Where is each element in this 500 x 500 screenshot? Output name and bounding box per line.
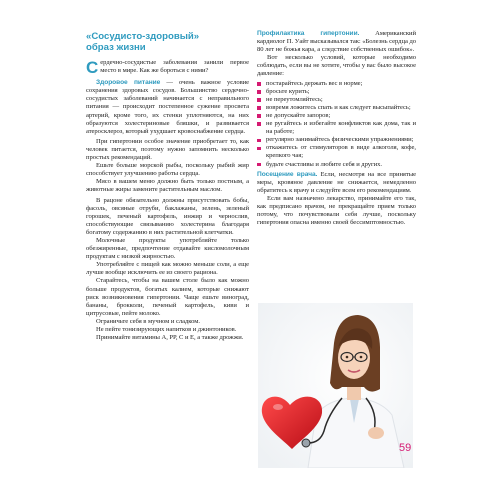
intro-paragraph: ердечно-сосудистые заболевания занили первое место в мире. Как же бороться с ними? xyxy=(100,59,249,75)
doctor-visit-paragraph-2: Если вам назначено лекарство, принимайте его так, как предписано врачом, не прекращайте прием только потому, что почувствовали себя лучше, поскольку гипертония опасна именно своей бессимптомностью. xyxy=(257,194,416,227)
bullet-icon xyxy=(257,139,261,143)
list-item: вовремя ложитесь спать и как следует высыпайтесь; xyxy=(257,104,416,112)
prevention-paragraph-2: Вот несколько условий, которые необходимо соблюдать, если вы не хотите, чтобы у вас было высокое давление: xyxy=(257,54,416,78)
left-paragraph: При гипертонии особое значение приобретает то, как человек питается, поэтому нужно запомнить несколько простых рекомендаций. xyxy=(86,137,249,162)
left-paragraph: Не пейте тонизирующих напитков и джинтоников. xyxy=(96,326,237,333)
list-item: не допускайте запоров; xyxy=(257,112,416,120)
healthy-eating-text: — очень важное условие сохранения здоровых сосудов. Большинство сердечно-сосудистых заболеваний начинается с неправильного питания — происходит постепенное сужение просвета артерий, кроме того, их стенки уплотняются, на них образуются холестериновые бляшки, и развивается атеросклероз, который ухудшает кровоснабжение сердца. xyxy=(86,79,249,135)
list-item: будьте счастливы и любите себя и других. xyxy=(257,161,416,169)
left-paragraph: Молочные продукты употребляйте только обезжиренные, предпочтение отдавайте кисломолочным продуктам с низкой жирностью. xyxy=(86,236,249,261)
doctor-with-heart-image xyxy=(258,303,413,468)
page-number: 59 xyxy=(399,442,412,454)
left-paragraph: Принимайте витамины А, РР, С и Е, а также дрожжи. xyxy=(96,334,244,342)
bullet-icon xyxy=(257,147,261,151)
bullet-icon xyxy=(257,122,261,126)
list-item: не переутомляйтесь; xyxy=(257,96,416,104)
prevention-text: Американский кардиолог П. Уайт высказывался так: «Болезнь сердца до 80 лет не божья кара, а следствие собственных ошибок». xyxy=(257,30,417,54)
prevention-paragraph xyxy=(257,30,416,54)
prevention-heading: Профилактика гипертонии. xyxy=(257,30,360,37)
intro-block xyxy=(86,59,249,75)
title-line-1: «Сосудисто-здоровый» xyxy=(86,31,200,42)
page-title xyxy=(86,31,249,53)
right-column xyxy=(257,30,416,227)
list-item: откажитесь от стимуляторов в виде алкоголя, кофе, крепкого чая; xyxy=(257,144,416,160)
doctor-visit-text: Если, несмотря на все принятые меры, кровяное давление не снижается, немедленно обратитесь к врачу и следуйте всем его рекомендациям. xyxy=(257,170,416,194)
drop-cap: С xyxy=(86,58,99,77)
recommendation-list xyxy=(257,80,416,169)
healthy-eating-paragraph xyxy=(86,79,249,136)
list-item: бросьте курить; xyxy=(257,88,416,96)
list-item: не ругайтесь и избегайте конфликтов как дома, так и на работе; xyxy=(257,120,416,136)
left-column xyxy=(86,30,249,342)
bullet-icon xyxy=(257,82,261,86)
doctor-visit-heading: Посещение врача. xyxy=(257,170,318,178)
title-line-2: образ жизни xyxy=(86,42,146,53)
healthy-eating-heading: Здоровое питание xyxy=(96,79,161,87)
doctor-illustration xyxy=(258,303,413,468)
left-paragraph: Употребляйте с пищей как можно меньше соли, а еще лучше вообще исключить ее из своего рациона. xyxy=(86,261,249,277)
bullet-icon xyxy=(257,98,261,102)
bullet-icon xyxy=(257,106,261,110)
left-paragraph: В рацоне обязательно должны присутствовать бобы, фасоль, овсяные отруби, баклажаны, зелень, зеленый горошек, печеный картофель, инжир и чернослив, способствующие связыванию холестерина благодаря богатому содержанию в них растительной клетчатки. xyxy=(86,196,249,236)
left-paragraph: Мясо в вашем меню должно быть только постным, а животные жиры замените растительным маслом. xyxy=(86,178,249,194)
bullet-icon xyxy=(257,114,261,118)
bullet-icon xyxy=(257,163,261,167)
doctor-visit-paragraph xyxy=(257,171,416,195)
list-item: регулярно занимайтесь физическими упражнениями; xyxy=(257,136,416,144)
list-item: постарайтесь держать вес в норме; xyxy=(257,80,416,88)
left-paragraph: Старайтесь, чтобы на вашем столе было как можно больше продуктов, богатых калием, которые снижают риск возникновения гипертонии. Чаще ешьте виноград, бананы, брокколи, печеный картофель, киви и цитрусовые, пейте молоко. xyxy=(86,277,249,317)
left-paragraph: Ешьте больше морской рыбы, поскольку рыбий жир способствует улучшению работы сердца. xyxy=(86,162,249,178)
bullet-icon xyxy=(257,90,261,94)
left-paragraph: Ограничьте себя в мучном и сладком. xyxy=(96,317,200,325)
